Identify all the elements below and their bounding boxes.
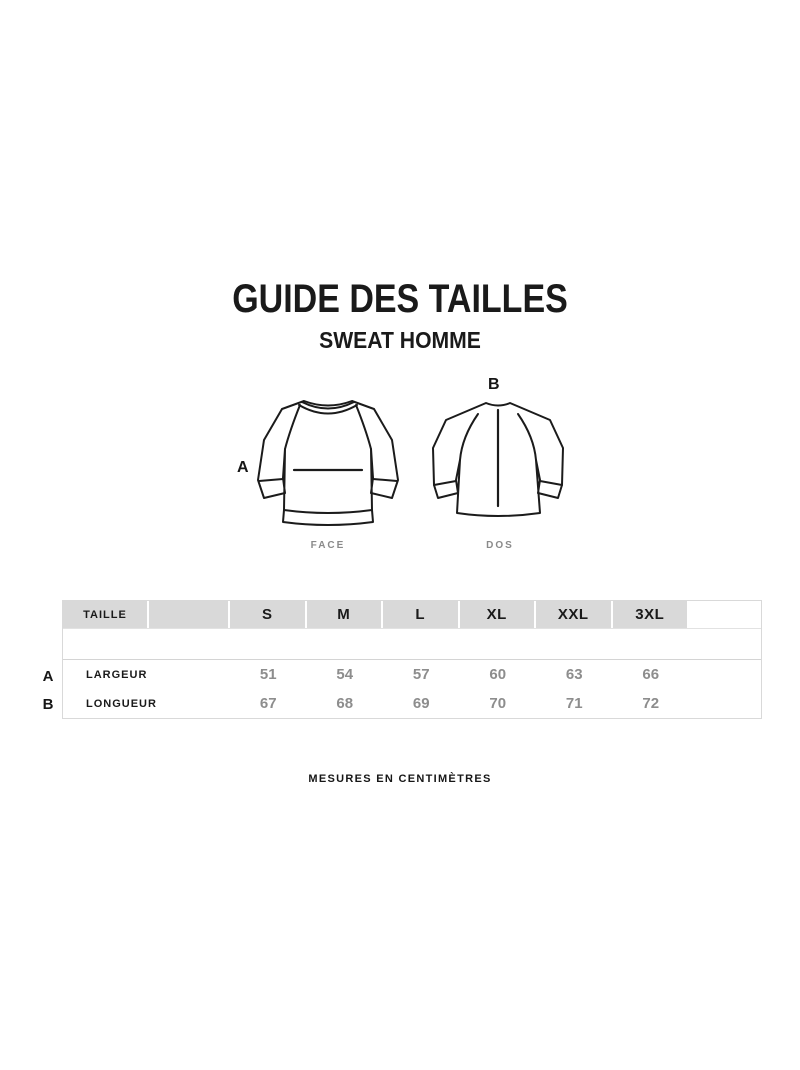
largeur-xxl: 63 — [565, 666, 583, 683]
back-caption: DOS — [486, 540, 514, 551]
header-taille: TAILLE — [63, 601, 149, 628]
front-marker-a: A — [237, 459, 249, 476]
largeur-s: 51 — [259, 666, 277, 683]
sweatshirt-back-drawing — [426, 392, 574, 528]
header-size-3xl: 3XL — [613, 601, 690, 628]
longueur-m: 68 — [336, 695, 354, 712]
table-marker-a: A — [42, 668, 54, 685]
spacer-row — [63, 629, 761, 660]
header-size-m: M — [307, 601, 384, 628]
table-row-largeur — [63, 660, 761, 689]
page-title: GUIDE DES TAILLES — [232, 277, 568, 321]
sweatshirt-front-drawing — [252, 392, 404, 528]
header-size-xxl: XXL — [536, 601, 613, 628]
header-empty-cell — [149, 601, 230, 628]
largeur-xl: 60 — [489, 666, 507, 683]
back-marker-b: B — [488, 376, 500, 393]
size-table — [62, 600, 762, 719]
longueur-3xl: 72 — [642, 695, 660, 712]
header-size-xl: XL — [460, 601, 537, 628]
front-caption: FACE — [310, 540, 346, 551]
header-tail-cell — [689, 601, 761, 628]
page-subtitle: SWEAT HOMME — [319, 327, 481, 353]
header-size-l: L — [383, 601, 460, 628]
row-label-longueur: LONGUEUR — [86, 697, 157, 710]
header-size-s: S — [230, 601, 307, 628]
largeur-3xl: 66 — [642, 666, 660, 683]
sweatshirt-front-diagram — [252, 392, 404, 528]
largeur-m: 54 — [336, 666, 354, 683]
size-table-header-row — [63, 601, 761, 629]
row-label-largeur: LARGEUR — [86, 668, 148, 681]
largeur-l: 57 — [412, 666, 430, 683]
longueur-s: 67 — [259, 695, 277, 712]
longueur-xl: 70 — [489, 695, 507, 712]
longueur-l: 69 — [412, 695, 430, 712]
units-note: MESURES EN CENTIMÈTRES — [308, 773, 492, 785]
table-marker-b: B — [42, 696, 54, 713]
table-row-longueur — [63, 689, 761, 718]
longueur-xxl: 71 — [565, 695, 583, 712]
sweatshirt-back-diagram — [426, 392, 574, 528]
